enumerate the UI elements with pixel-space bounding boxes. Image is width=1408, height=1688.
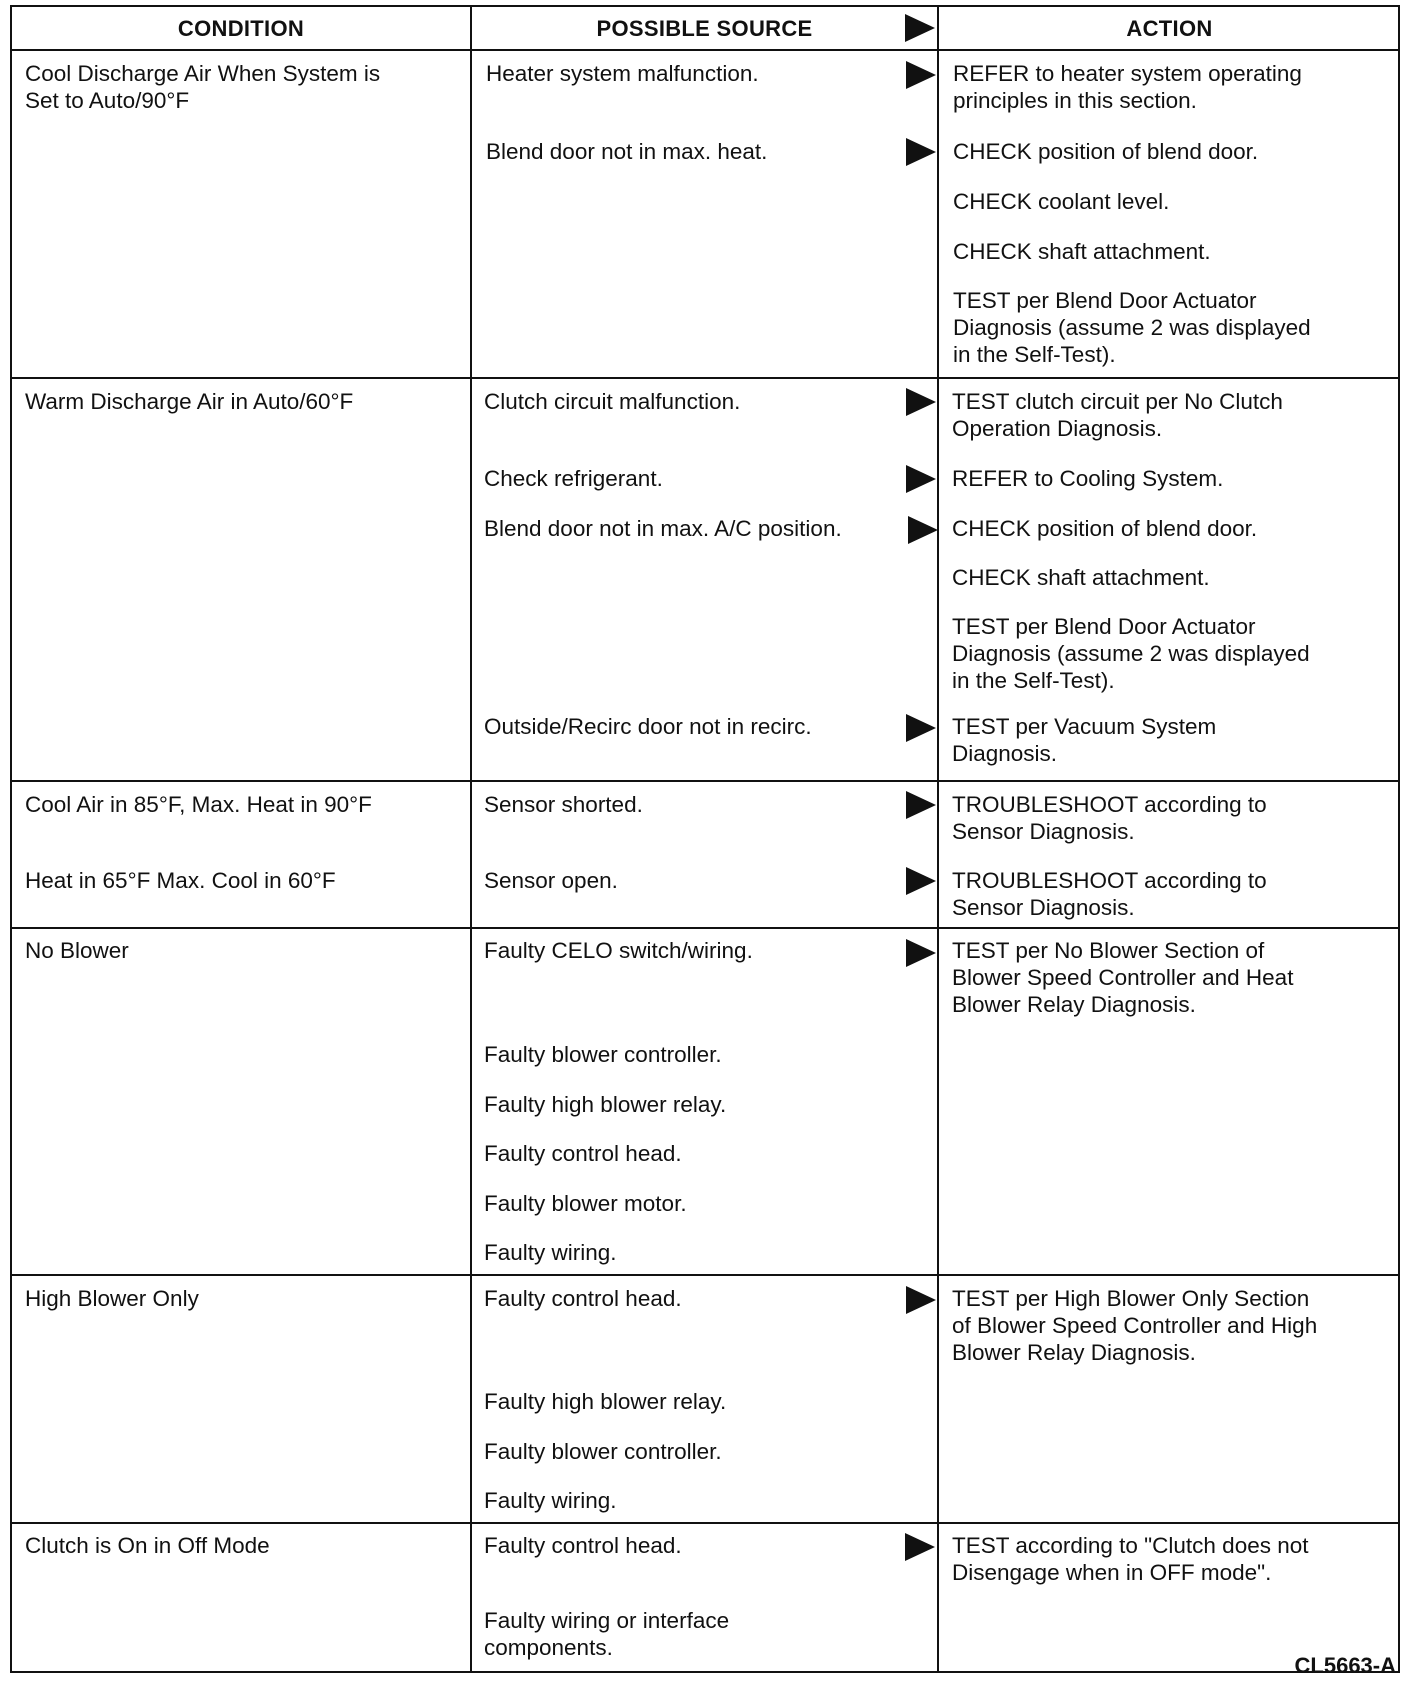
condition-text: Cool Discharge Air When System is Set to Auto/90°F [25, 61, 381, 113]
action-text: CHECK shaft attachment. [953, 239, 1211, 264]
arrow-right-icon [905, 1533, 935, 1561]
arrow-right-icon [906, 791, 936, 819]
header-possible-source: POSSIBLE SOURCE [596, 16, 813, 41]
source-text: Heater system malfunction. [486, 61, 759, 86]
action-text: TEST per High Blower Only Section of Blower Speed Controller and High Blower Relay Diagnosis. [952, 1286, 1318, 1365]
source-text: Faulty control head. [484, 1141, 682, 1166]
arrow-right-icon [906, 465, 936, 493]
condition-text: Clutch is On in Off Mode [25, 1533, 270, 1558]
condition-text: Warm Discharge Air in Auto/60°F [25, 389, 354, 414]
condition-text: Cool Air in 85°F, Max. Heat in 90°F [25, 792, 372, 817]
source-text: Faulty blower motor. [484, 1191, 687, 1216]
arrow-right-icon [906, 939, 936, 967]
action-text: REFER to Cooling System. [952, 466, 1224, 491]
header-condition: CONDITION [177, 16, 305, 41]
source-text: Faulty blower controller. [484, 1439, 722, 1464]
arrow-right-icon [906, 1286, 936, 1314]
action-text: TEST clutch circuit per No Clutch Operation Diagnosis. [952, 389, 1283, 441]
action-text: CHECK coolant level. [953, 189, 1170, 214]
source-text: Sensor shorted. [484, 792, 643, 817]
action-text: TEST per Vacuum System Diagnosis. [952, 714, 1217, 766]
action-text: CHECK shaft attachment. [952, 565, 1210, 590]
arrow-right-icon [905, 14, 935, 42]
condition-text: Heat in 65°F Max. Cool in 60°F [25, 868, 336, 893]
arrow-right-icon [908, 516, 938, 544]
arrow-right-icon [906, 388, 936, 416]
source-text: Blend door not in max. A/C position. [484, 516, 842, 541]
arrow-right-icon [906, 138, 936, 166]
action-text: CHECK position of blend door. [952, 516, 1258, 541]
condition-text: High Blower Only [25, 1286, 199, 1311]
source-text: Faulty wiring or interface components. [484, 1608, 730, 1660]
action-text: CHECK position of blend door. [953, 139, 1259, 164]
source-text: Sensor open. [484, 868, 618, 893]
arrow-right-icon [906, 714, 936, 742]
source-text: Faulty high blower relay. [484, 1092, 727, 1117]
column-divider [937, 7, 939, 1671]
source-text: Faulty wiring. [484, 1240, 617, 1265]
row-rule [12, 1274, 1398, 1276]
source-text: Faulty high blower relay. [484, 1389, 727, 1414]
source-text: Faulty wiring. [484, 1488, 617, 1513]
action-text: TROUBLESHOOT according to Sensor Diagnosis. [952, 868, 1267, 920]
diagnosis-table [10, 5, 1400, 1673]
action-text: TEST per Blend Door Actuator Diagnosis (assume 2 was displayed in the Self-Test). [953, 288, 1311, 367]
source-text: Faulty control head. [484, 1286, 682, 1311]
column-divider [470, 7, 472, 1671]
action-text: TEST according to "Clutch does not Disengage when in OFF mode". [952, 1533, 1309, 1585]
header-action: ACTION [1126, 16, 1213, 41]
row-rule [12, 1522, 1398, 1524]
arrow-right-icon [906, 867, 936, 895]
arrow-right-icon [906, 61, 936, 89]
source-text: Outside/Recirc door not in recirc. [484, 714, 812, 739]
row-rule [12, 927, 1398, 929]
figure-code: CL5663-A [1294, 1653, 1396, 1678]
row-rule [12, 780, 1398, 782]
action-text: TROUBLESHOOT according to Sensor Diagnosis. [952, 792, 1267, 844]
condition-text: No Blower [25, 938, 129, 963]
source-text: Blend door not in max. heat. [486, 139, 768, 164]
source-text: Faulty blower controller. [484, 1042, 722, 1067]
action-text: REFER to heater system operating principles in this section. [953, 61, 1302, 113]
action-text: TEST per No Blower Section of Blower Speed Controller and Heat Blower Relay Diagnosis. [952, 938, 1294, 1017]
source-text: Faulty control head. [484, 1533, 682, 1558]
row-rule [12, 377, 1398, 379]
action-text: TEST per Blend Door Actuator Diagnosis (assume 2 was displayed in the Self-Test). [952, 614, 1310, 693]
source-text: Clutch circuit malfunction. [484, 389, 741, 414]
source-text: Check refrigerant. [484, 466, 663, 491]
source-text: Faulty CELO switch/wiring. [484, 938, 753, 963]
